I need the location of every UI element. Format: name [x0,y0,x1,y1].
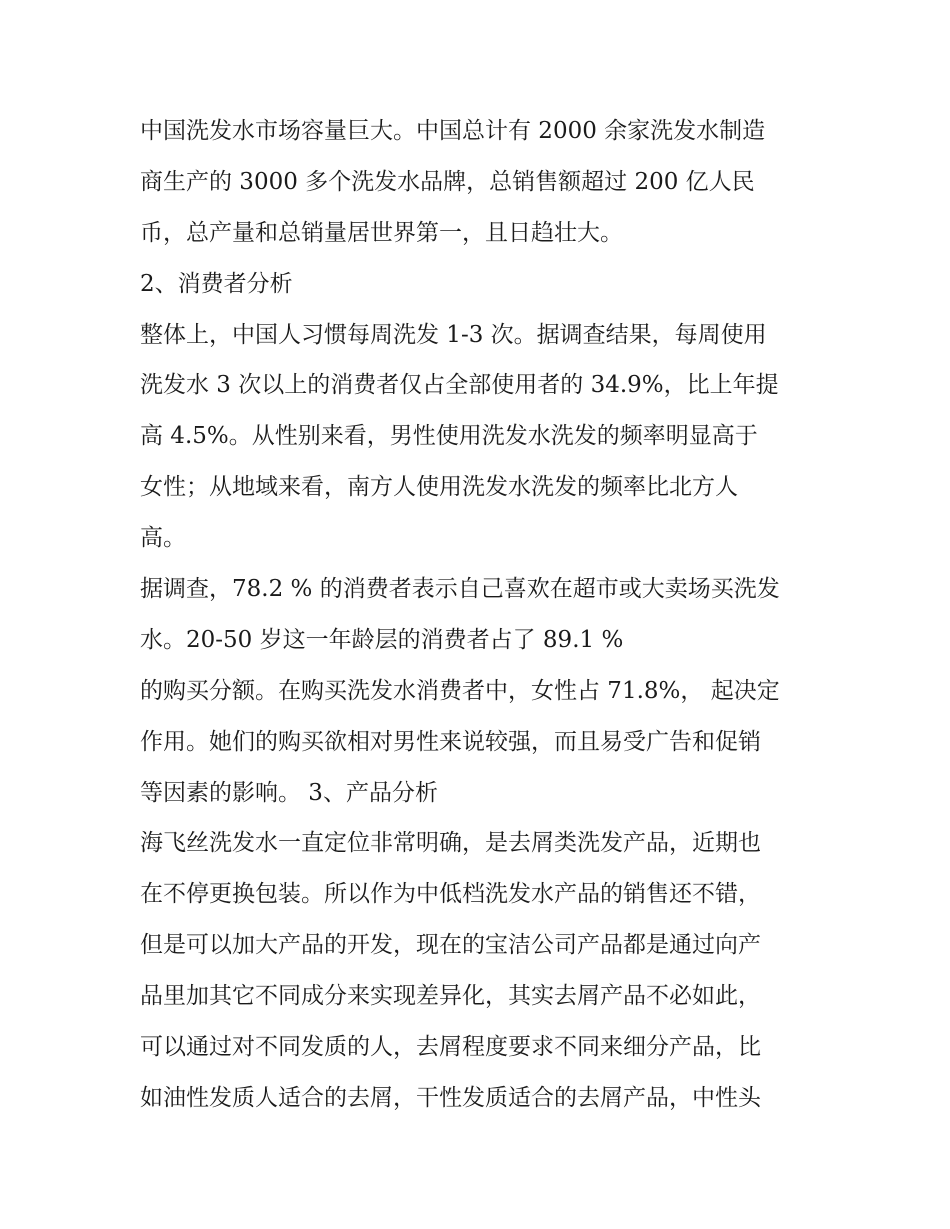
text-line: 商生产的 3000 多个洗发水品牌，总销售额超过 200 亿人民 [140,168,755,195]
text-line: 作用。她们的购买欲相对男性来说较强，而且易受广告和促销 [140,728,761,755]
section-heading-consumer-analysis: 2、消费者分析 [140,270,293,297]
text-line: 币，总产量和总销量居世界第一，且日趋壮大。 [140,219,623,246]
text-line: 水。20-50 岁这一年龄层的消费者占了 89.1 % [140,626,624,653]
text-line: 高 4.5%。从性别来看，男性使用洗发水洗发的频率明显高于 [140,423,758,450]
text-line: 据调查，78.2 % 的消费者表示自己喜欢在超市或大卖场买洗发 [140,576,780,603]
text-line: 如油性发质人适合的去屑，干性发质适合的去屑产品，中性头 [140,1084,761,1111]
text-line: 但是可以加大产品的开发，现在的宝洁公司产品都是通过向产 [140,932,761,959]
text-line: 在不停更换包装。所以作为中低档洗发水产品的销售还不错， [140,881,761,908]
text-line: 海飞丝洗发水一直定位非常明确，是去屑类洗发产品，近期也 [140,830,761,857]
body-text [140,106,820,1124]
text-line-with-product-analysis-heading: 等因素的影响。 3、产品分析 [140,779,438,806]
text-line: 女性；从地域来看，南方人使用洗发水洗发的频率比北方人 [140,474,738,501]
text-line: 中国洗发水市场容量巨大。中国总计有 2000 余家洗发水制造 [140,118,766,144]
text-line: 洗发水 3 次以上的消费者仅占全部使用者的 34.9%，比上年提 [140,372,779,399]
text-line: 整体上，中国人习惯每周洗发 1-3 次。据调查结果，每周使用 [140,321,767,348]
text-line: 品里加其它不同成分来实现差异化，其实去屑产品不必如此， [140,983,761,1010]
text-line: 的购买分额。在购买洗发水消费者中，女性占 71.8%， 起决定 [140,677,780,704]
text-line: 可以通过对不同发质的人，去屑程度要求不同来细分产品，比 [140,1034,761,1061]
text-line: 高。 [140,525,186,552]
